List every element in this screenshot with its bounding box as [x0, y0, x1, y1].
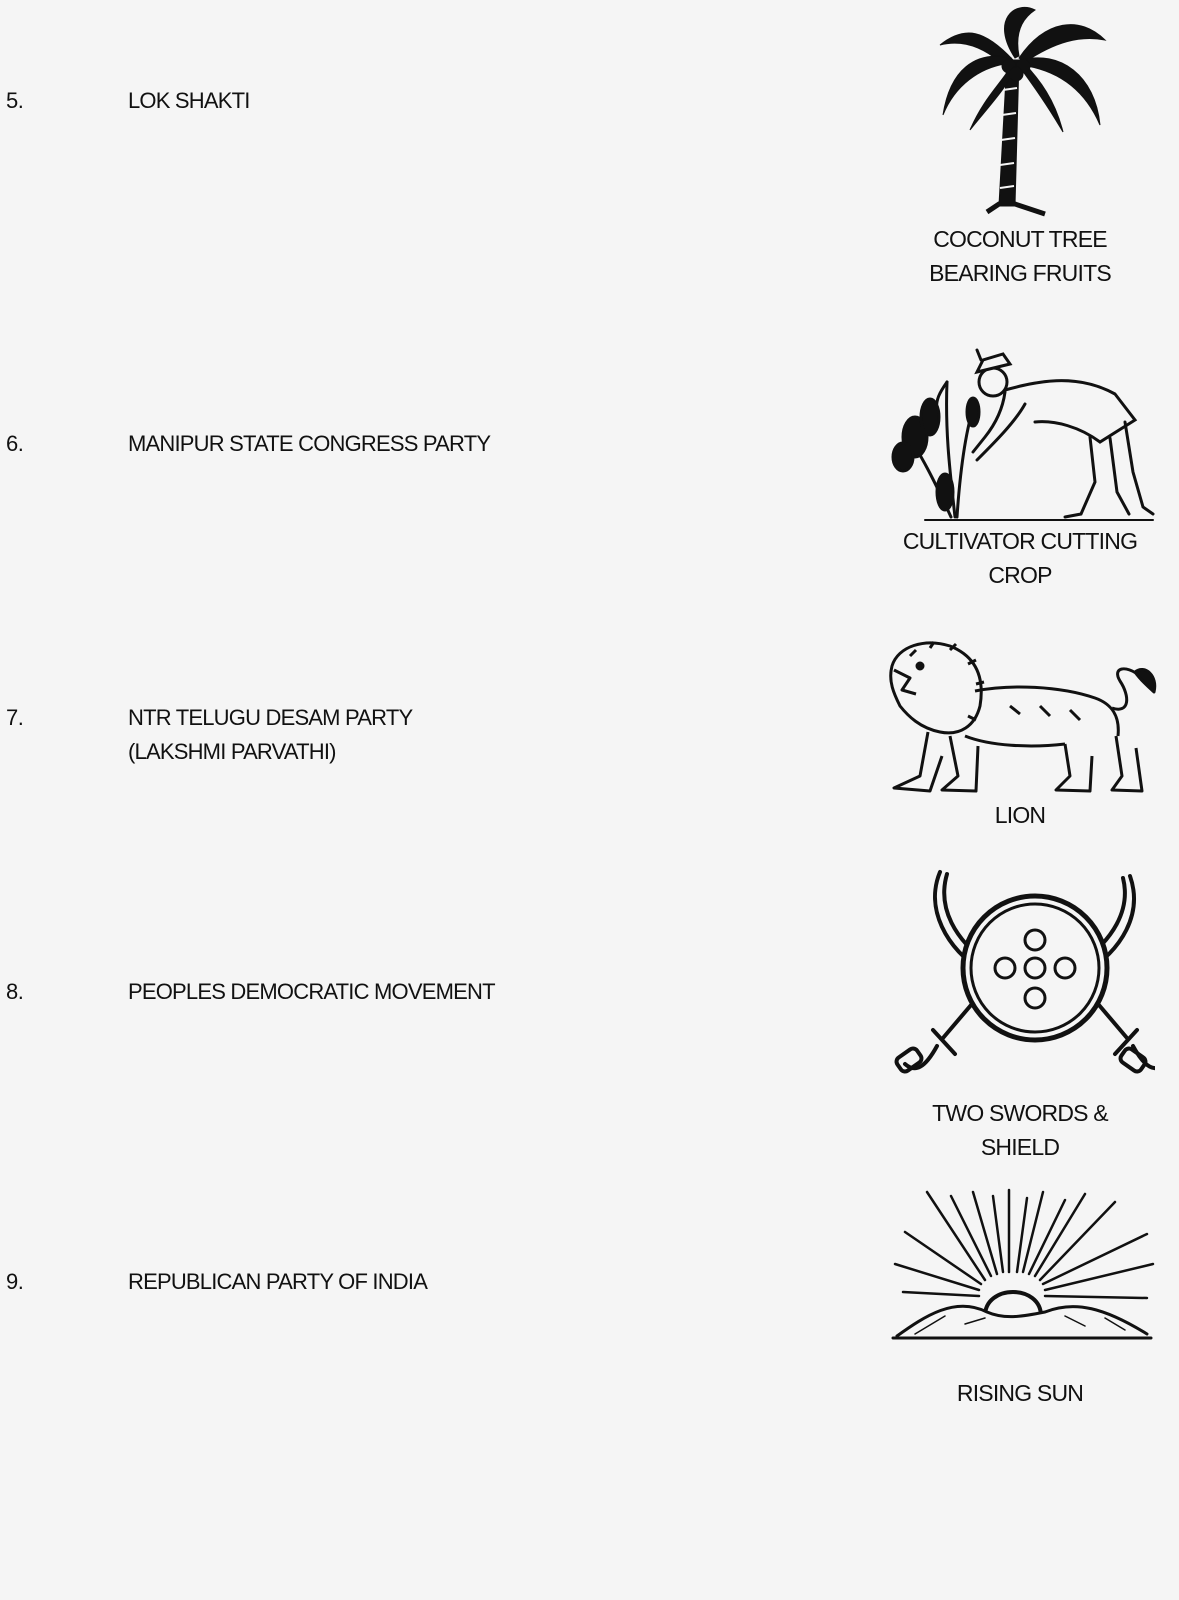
- party-name: PEOPLES DEMOCRATIC MOVEMENT: [128, 979, 495, 1004]
- entry-number: 6.: [6, 431, 24, 456]
- entry-number: 7.: [6, 705, 24, 730]
- rising-sun-icon: [885, 1188, 1155, 1352]
- party-name: REPUBLICAN PARTY OF INDIA: [128, 1269, 428, 1294]
- party-name: MANIPUR STATE CONGRESS PARTY: [128, 431, 491, 456]
- symbol-caption: TWO SWORDS & SHIELD: [932, 1100, 1108, 1160]
- lion-icon: [880, 636, 1160, 798]
- two-swords-shield-icon: [885, 868, 1155, 1090]
- symbol: [880, 342, 1160, 592]
- symbol-caption: RISING SUN: [956, 1380, 1084, 1406]
- party-name: NTR TELUGU DESAM PARTY (LAKSHMI PARVATHI): [128, 705, 413, 764]
- symbol: [880, 0, 1160, 290]
- cultivator-cutting-crop-icon: [885, 342, 1155, 524]
- symbol: [880, 868, 1160, 1164]
- symbol-caption: COCONUT TREE BEARING FRUITS: [929, 226, 1111, 286]
- symbol-caption: LION: [994, 802, 1046, 828]
- coconut-tree-icon: [895, 0, 1145, 222]
- symbol-caption: CULTIVATOR CUTTING CROP: [902, 528, 1138, 588]
- entry-number: 9.: [6, 1269, 24, 1294]
- symbol: [880, 636, 1160, 832]
- entry-number: 5.: [6, 88, 24, 113]
- party-name: LOK SHAKTI: [128, 88, 250, 113]
- entry-number: 8.: [6, 979, 24, 1004]
- symbol: [880, 1188, 1160, 1410]
